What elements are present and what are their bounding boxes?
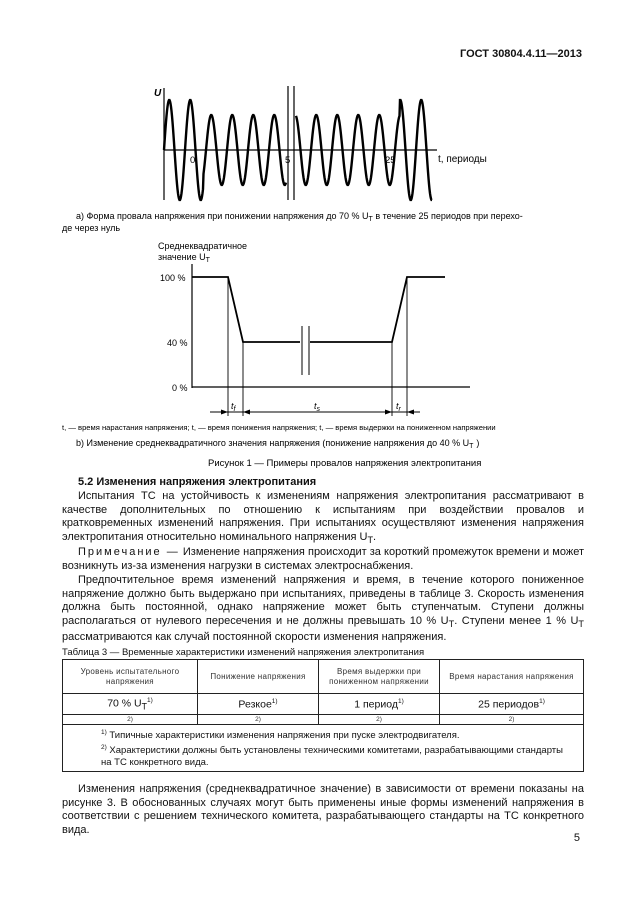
level-40: 40 % [167,338,188,348]
label-tr: $t_r$ [396,401,401,413]
arrow-2 [243,410,250,415]
rms-curve-right [310,277,445,342]
table-footnote-cell [63,725,584,772]
figure-a-caption-line2: де через нуль [62,223,121,233]
table-row [63,694,584,715]
table-cell: 2) [198,715,319,725]
table-cell: 2) [319,715,440,725]
tick-0: 0 [190,155,196,166]
paragraph-2: Предпочтительное время изменений напряжения и время, в течение которого пониженное напряжение должно быть выдержано при испытаниях, приведены в таблице 3. Скорость изменения должна быть постоянной, однако напряжение может быть ступенчатым. Ступени должны располагаться от нулевого пересечения и не должны превышать 10 % $U_T$. Ступени менее 1 % $U_T$ рассматриваются как случай постоянной скорости изменения напряжения. [62,574,584,644]
label-tf: $t_f$ [231,401,236,413]
figure-a-caption: а) Форма провала напряжения при понижении напряжения до 70 % $U_T$ в течение 25 периодов при перехо- [76,211,523,223]
axis-t-label: t, периоды [438,154,487,165]
table-cell: 25 периодов$^{1)}$ [440,694,584,715]
footnote-1: $^{1)}$ Типичные характеристики изменения напряжения при пуске электродвигателя. [101,728,460,741]
table-cell: 2) [63,715,198,725]
table-cell: 70 % $U_T^{1)}$ [63,694,198,715]
footnote-2: $^{2)}$ Характеристики должны быть установлены техническими комитетами, разрабатывающими стандарты на ТС конкретного вида. [101,744,563,769]
arrow-3 [385,410,392,415]
tick-25: 25 [385,155,396,166]
document-id: ГОСТ 30804.4.11—2013 [459,48,582,60]
table-cell: Резкое$^{1)}$ [198,694,319,715]
closing-paragraph: Изменения напряжения (среднеквадратичное значение) в зависимости от времени показаны на рисунке 3. В обоснованных случаях могут быть применены иные формы изменений напряжения в соответствии с решением технического комитета, разрабатывающего стандарты на ТС конкретного вида. [62,783,584,836]
table-header: Время нарастания напряжения [440,660,584,694]
paragraph-1: Испытания ТС на устойчивость к изменениям напряжения электропитания рассматривают в качестве дополнительных по отношению к испытаниям при воздействии провалов и кратковременных изменений напряжения. При испытаниях осуществляют изменения напряжения электропитания относительно номинального напряжения $U_T$. [62,490,584,545]
table-header: Время выдержки при пониженном напряжении [319,660,440,694]
label-ts: $t_s$ [314,401,321,413]
section-heading: 5.2 Изменения напряжения электропитания [78,476,317,488]
level-0: 0 % [172,383,188,393]
arrow-1 [221,410,228,415]
table-footnotes [63,725,584,772]
level-100: 100 % [160,273,186,283]
rms-curve-left [192,277,300,342]
tick-5: 5 [285,155,291,166]
figure-title: Рисунок 1 — Примеры провалов напряжения электропитания [208,458,482,469]
table-cell: 1 период$^{1)}$ [319,694,440,715]
figure-b-legend: t, — время нарастания напряжения; t, — время понижения напряжения; t, — время выдержки на пониженном напряжении [62,423,496,432]
table-caption: Таблица 3 — Временные характеристики изменений напряжения электропитания [62,647,425,658]
table-header-row [63,660,584,694]
figure-b-caption: b) Изменение среднеквадратичного значения напряжения (понижение напряжения до 40 % $U_T$ ) [76,438,480,450]
table-cell: 2) [440,715,584,725]
page-number: 5 [573,832,580,844]
table-header: Уровень испытательного напряжения [63,660,198,694]
axis-u-label: U [154,88,162,99]
table-header: Понижение напряжения [198,660,319,694]
table-3 [62,659,584,772]
arrow-4 [407,410,414,415]
rms-ylabel-2: значение $U_T$ [158,252,210,264]
rms-ylabel-1: Среднеквадратичное [158,241,248,251]
table-row [63,715,584,725]
note: Примечание — Изменение напряжения происходит за короткий промежуток времени и может возникнуть из-за изменения нагрузки в системах электроснабжения. [62,546,585,572]
